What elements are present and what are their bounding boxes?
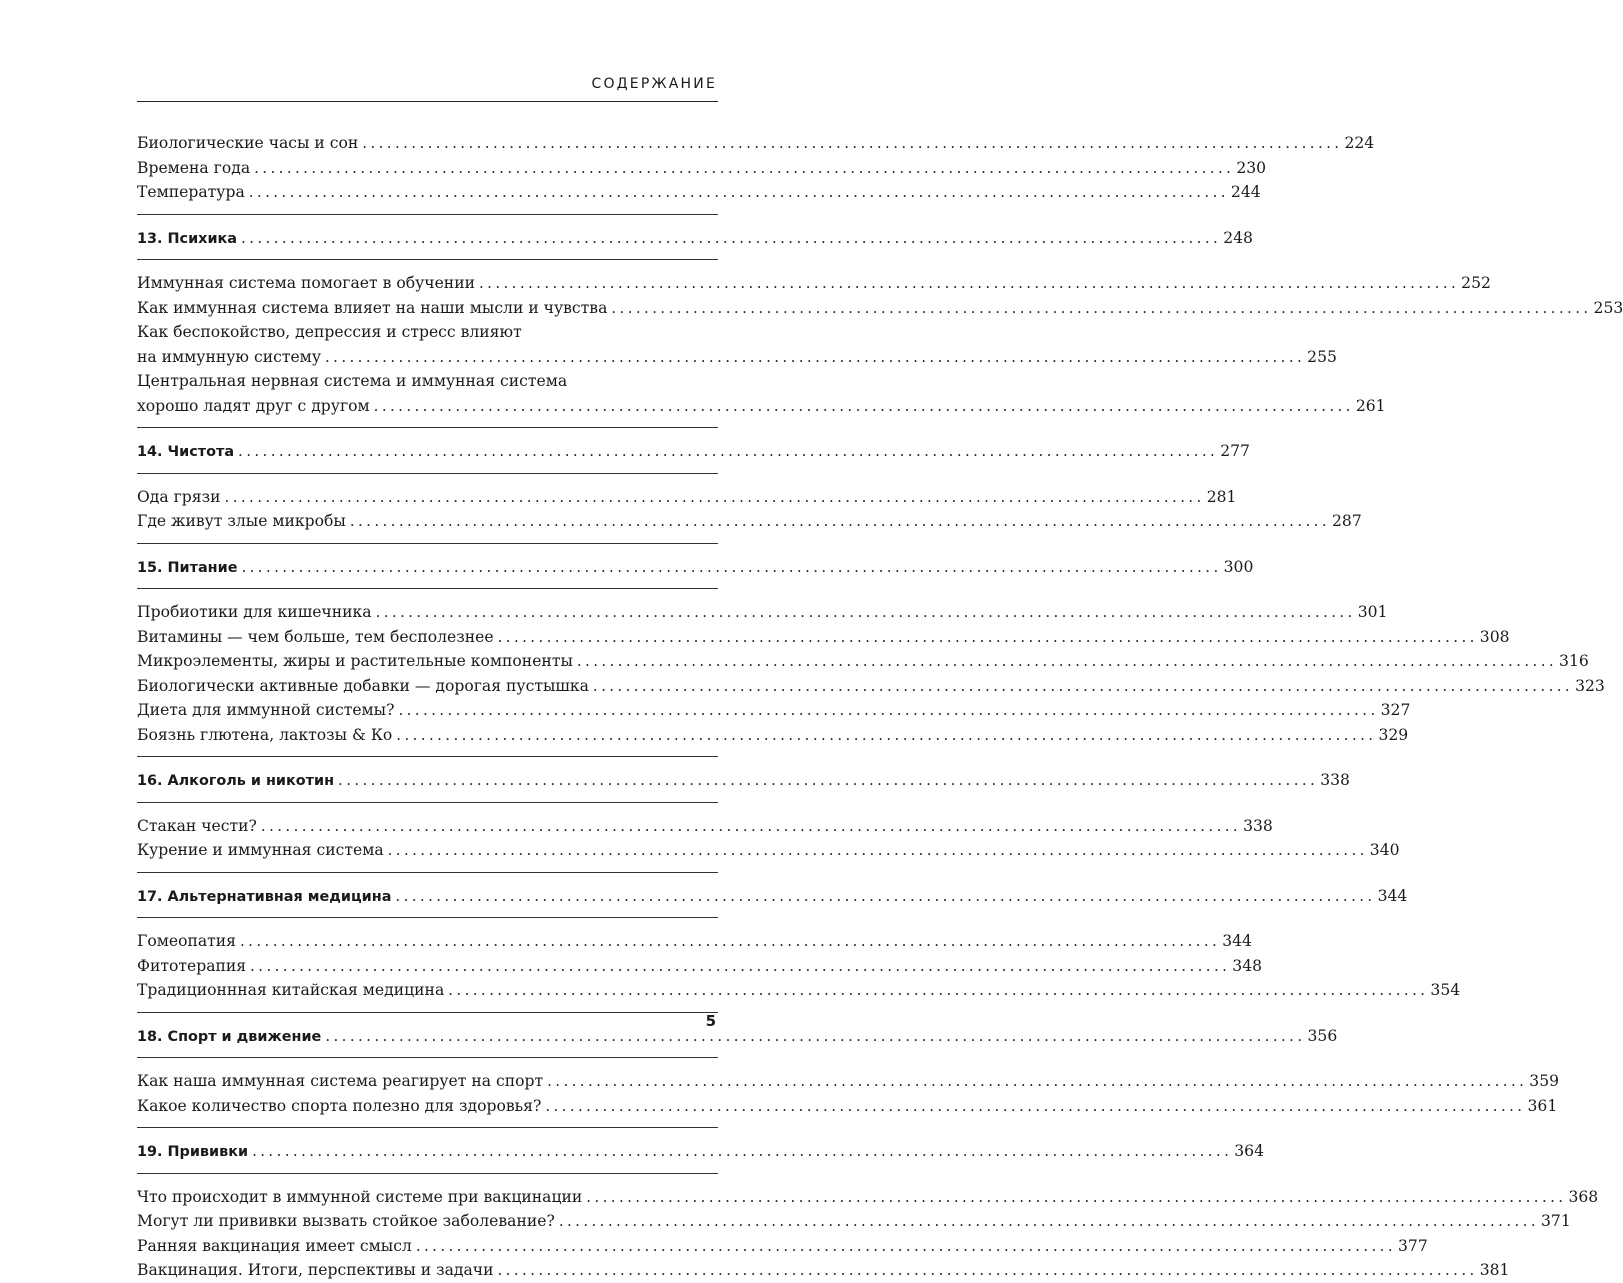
chapter-page: 277 xyxy=(1220,442,1250,460)
toc-entry[interactable] xyxy=(137,394,1386,419)
chapter-title: 17. Альтернативная медицина xyxy=(137,888,392,905)
toc-chapter-18[interactable] xyxy=(137,1024,1338,1049)
toc-entry-page: 261 xyxy=(1355,396,1386,415)
toc-entry[interactable] xyxy=(137,296,1623,321)
toc-entry-page: 281 xyxy=(1206,487,1237,506)
section-divider xyxy=(137,1012,718,1013)
toc-entry-title: Боязнь глютена, лактозы & Ко xyxy=(137,725,393,744)
toc-entry-page: 230 xyxy=(1236,158,1267,177)
leader-dots: ........................................................................................................................ xyxy=(387,841,1368,859)
toc-entry-title: Фитотерапия xyxy=(137,956,247,975)
toc-entry-page: 377 xyxy=(1398,1236,1428,1255)
toc-entry[interactable] xyxy=(137,509,1362,534)
toc-entry[interactable] xyxy=(137,180,1261,205)
toc-entry-page: 255 xyxy=(1307,347,1337,366)
toc-entry-page: 344 xyxy=(1222,932,1252,950)
leader-dots: ........................................................................................................................ xyxy=(398,701,1379,719)
leader-dots: ........................................................................................................................ xyxy=(547,1072,1528,1090)
toc-entry-title-line[interactable]: Как беспокойство, депрессия и стресс влияют xyxy=(137,323,522,341)
chapter-title: 16. Алкоголь и никотин xyxy=(137,773,335,789)
toc-entry[interactable] xyxy=(137,625,1510,650)
toc-entry[interactable] xyxy=(137,1258,1510,1283)
toc-entry-title: Гомеопатия xyxy=(137,932,237,950)
toc-entry[interactable] xyxy=(137,1185,1599,1210)
chapter-page: 248 xyxy=(1223,228,1253,247)
toc-entry-title: Витамины — чем больше, тем бесполезнее xyxy=(137,627,494,646)
toc-entry[interactable] xyxy=(137,838,1400,863)
leader-dots: ........................................................................................................................ xyxy=(241,228,1222,247)
page-number: 5 xyxy=(705,1012,716,1030)
table-of-contents xyxy=(137,131,1623,1283)
toc-entry-page: 359 xyxy=(1529,1072,1560,1090)
section-divider xyxy=(137,473,718,474)
toc-entry-page: 308 xyxy=(1479,627,1510,646)
toc-entry[interactable] xyxy=(137,954,1263,979)
leader-dots: ........................................................................................................................ xyxy=(240,932,1221,950)
toc-chapter-19[interactable] xyxy=(137,1139,1265,1164)
section-divider xyxy=(137,1127,718,1128)
toc-entry-title: Биологически активные добавки — дорогая пустышка xyxy=(137,676,589,695)
leader-dots: ........................................................................................................................ xyxy=(349,512,1331,530)
chapter-page: 356 xyxy=(1307,1026,1338,1045)
leader-dots: ........................................................................................................................ xyxy=(325,347,1306,366)
toc-entry-page: 301 xyxy=(1357,603,1388,621)
toc-entry-title: Микроэлементы, жиры и растительные компоненты xyxy=(137,652,573,670)
chapter-page: 300 xyxy=(1223,557,1254,576)
toc-chapter-17[interactable] xyxy=(137,884,1408,909)
toc-entry-page: 329 xyxy=(1378,725,1409,744)
chapter-title: 18. Спорт и движение xyxy=(137,1028,322,1045)
toc-entry[interactable] xyxy=(137,156,1267,181)
toc-chapter-16[interactable] xyxy=(137,768,1350,793)
section-divider xyxy=(137,1057,718,1058)
toc-entry-page: 252 xyxy=(1461,274,1491,292)
leader-dots: ........................................................................................................................ xyxy=(375,603,1356,621)
section-divider xyxy=(137,917,718,918)
toc-entry[interactable] xyxy=(137,1094,1558,1119)
toc-entry-title: Биологические часы и сон xyxy=(137,134,359,152)
toc-entry-title: Ранняя вакцинация имеет смысл xyxy=(137,1236,412,1255)
toc-entry-page: 287 xyxy=(1332,512,1362,530)
leader-dots: ........................................................................................................................ xyxy=(497,627,1478,646)
toc-entry-page: 338 xyxy=(1243,816,1273,835)
toc-entry[interactable] xyxy=(137,978,1461,1003)
leader-dots: ........................................................................................................................ xyxy=(395,886,1376,905)
toc-chapter-15[interactable] xyxy=(137,555,1254,580)
toc-entry-title: Могут ли прививки вызвать стойкое заболевание? xyxy=(137,1212,555,1230)
leader-dots: ........................................................................................................................ xyxy=(497,1261,1478,1279)
leader-dots: ........................................................................................................................ xyxy=(254,158,1235,177)
toc-entry-page: 368 xyxy=(1568,1187,1599,1206)
toc-entry[interactable] xyxy=(137,649,1589,674)
section-divider xyxy=(137,1173,718,1174)
toc-entry-page: 327 xyxy=(1380,701,1411,719)
toc-entry-title: Диета для иммунной системы? xyxy=(137,701,395,719)
section-divider xyxy=(137,259,718,260)
toc-entry-page: 361 xyxy=(1527,1096,1558,1115)
chapter-page: 344 xyxy=(1377,886,1408,905)
toc-entry-title: Пробиотики для кишечника xyxy=(137,603,372,621)
toc-entry-page: 381 xyxy=(1479,1261,1510,1279)
leader-dots: ........................................................................................................................ xyxy=(479,274,1460,292)
section-divider xyxy=(137,214,718,215)
header-rule xyxy=(137,101,718,102)
section-divider xyxy=(137,427,718,428)
section-divider xyxy=(137,756,718,757)
toc-entry-title: Курение и иммунная система xyxy=(137,841,384,859)
toc-chapter-13[interactable] xyxy=(137,226,1253,251)
toc-entry[interactable] xyxy=(137,345,1337,370)
toc-entry-page: 224 xyxy=(1344,134,1375,152)
leader-dots: ........................................................................................................................ xyxy=(448,981,1429,999)
leader-dots: ........................................................................................................................ xyxy=(252,1142,1233,1160)
toc-entry-page: 371 xyxy=(1541,1212,1571,1230)
chapter-title: 13. Психика xyxy=(137,230,238,247)
toc-entry[interactable] xyxy=(137,485,1237,510)
toc-entry-page: 316 xyxy=(1559,652,1589,670)
leader-dots: ........................................................................................................................ xyxy=(241,557,1222,576)
section-divider xyxy=(137,872,718,873)
leader-dots: ........................................................................................................................ xyxy=(611,298,1592,317)
toc-entry-title: Стакан чести? xyxy=(137,816,257,835)
toc-entry-title: Иммунная система помогает в обучении xyxy=(137,274,475,292)
section-divider xyxy=(137,588,718,589)
running-header: СОДЕРЖАНИЕ xyxy=(591,76,717,92)
toc-entry-title: Что происходит в иммунной системе при вакцинации xyxy=(137,1187,583,1206)
toc-entry[interactable] xyxy=(137,1234,1428,1259)
leader-dots: ........................................................................................................................ xyxy=(248,183,1229,201)
leader-dots: ........................................................................................................................ xyxy=(325,1026,1306,1045)
section-divider xyxy=(137,543,718,544)
leader-dots: ........................................................................................................................ xyxy=(238,442,1219,460)
toc-entry-page: 323 xyxy=(1575,676,1605,695)
leader-dots: ........................................................................................................................ xyxy=(576,652,1558,670)
leader-dots: ........................................................................................................................ xyxy=(260,816,1242,835)
toc-entry[interactable] xyxy=(137,814,1273,839)
toc-entry[interactable] xyxy=(137,1069,1560,1094)
toc-entry[interactable] xyxy=(137,600,1388,625)
toc-entry-title: Какое количество спорта полезно для здоровья? xyxy=(137,1096,542,1115)
chapter-page: 338 xyxy=(1320,771,1350,789)
leader-dots: ........................................................................................................................ xyxy=(415,1236,1397,1255)
toc-entry[interactable] xyxy=(137,1209,1571,1234)
toc-entry-title: Традиционнная китайская медицина xyxy=(137,981,445,999)
chapter-title: 19. Прививки xyxy=(137,1144,249,1160)
leader-dots: ........................................................................................................................ xyxy=(396,725,1377,744)
leader-dots: ........................................................................................................................ xyxy=(558,1212,1539,1230)
toc-entry[interactable] xyxy=(137,723,1409,748)
toc-entry-title: хорошо ладят друг с другом xyxy=(137,396,370,415)
toc-entry-title: на иммунную систему xyxy=(137,347,321,366)
leader-dots: ........................................................................................................................ xyxy=(250,956,1231,975)
leader-dots: ........................................................................................................................ xyxy=(224,487,1205,506)
toc-entry-title-line[interactable]: Центральная нервная система и иммунная система xyxy=(137,372,568,390)
toc-entry-title: Ода грязи xyxy=(137,487,221,506)
toc-entry-title: Как иммунная система влияет на наши мысли и чувства xyxy=(137,298,608,317)
toc-entry-page: 348 xyxy=(1232,956,1263,975)
toc-entry-page: 354 xyxy=(1430,981,1461,999)
toc-entry[interactable] xyxy=(137,698,1411,723)
toc-entry-page: 244 xyxy=(1230,183,1261,201)
toc-entry-title: Времена года xyxy=(137,158,251,177)
toc-entry-title: Температура xyxy=(137,183,245,201)
toc-entry[interactable] xyxy=(137,271,1491,296)
chapter-title: 15. Питание xyxy=(137,559,238,576)
toc-entry-page: 340 xyxy=(1369,841,1400,859)
toc-entry-title: Где живут злые микробы xyxy=(137,512,346,530)
leader-dots: ........................................................................................................................ xyxy=(373,396,1354,415)
toc-entry-title: Как наша иммунная система реагирует на спорт xyxy=(137,1072,544,1090)
toc-entry[interactable] xyxy=(137,674,1605,699)
toc-entry-title: Вакцинация. Итоги, перспективы и задачи xyxy=(137,1261,494,1279)
leader-dots: ........................................................................................................................ xyxy=(592,676,1574,695)
leader-dots: ........................................................................................................................ xyxy=(586,1187,1567,1206)
chapter-page: 364 xyxy=(1234,1142,1265,1160)
toc-chapter-14[interactable] xyxy=(137,439,1250,464)
section-divider xyxy=(137,802,718,803)
toc-entry-page: 253 xyxy=(1593,298,1623,317)
chapter-title: 14. Чистота xyxy=(137,444,235,460)
leader-dots: ........................................................................................................................ xyxy=(362,134,1343,152)
toc-entry[interactable] xyxy=(137,929,1252,954)
leader-dots: ........................................................................................................................ xyxy=(545,1096,1526,1115)
leader-dots: ........................................................................................................................ xyxy=(338,771,1319,789)
toc-entry[interactable] xyxy=(137,131,1375,156)
